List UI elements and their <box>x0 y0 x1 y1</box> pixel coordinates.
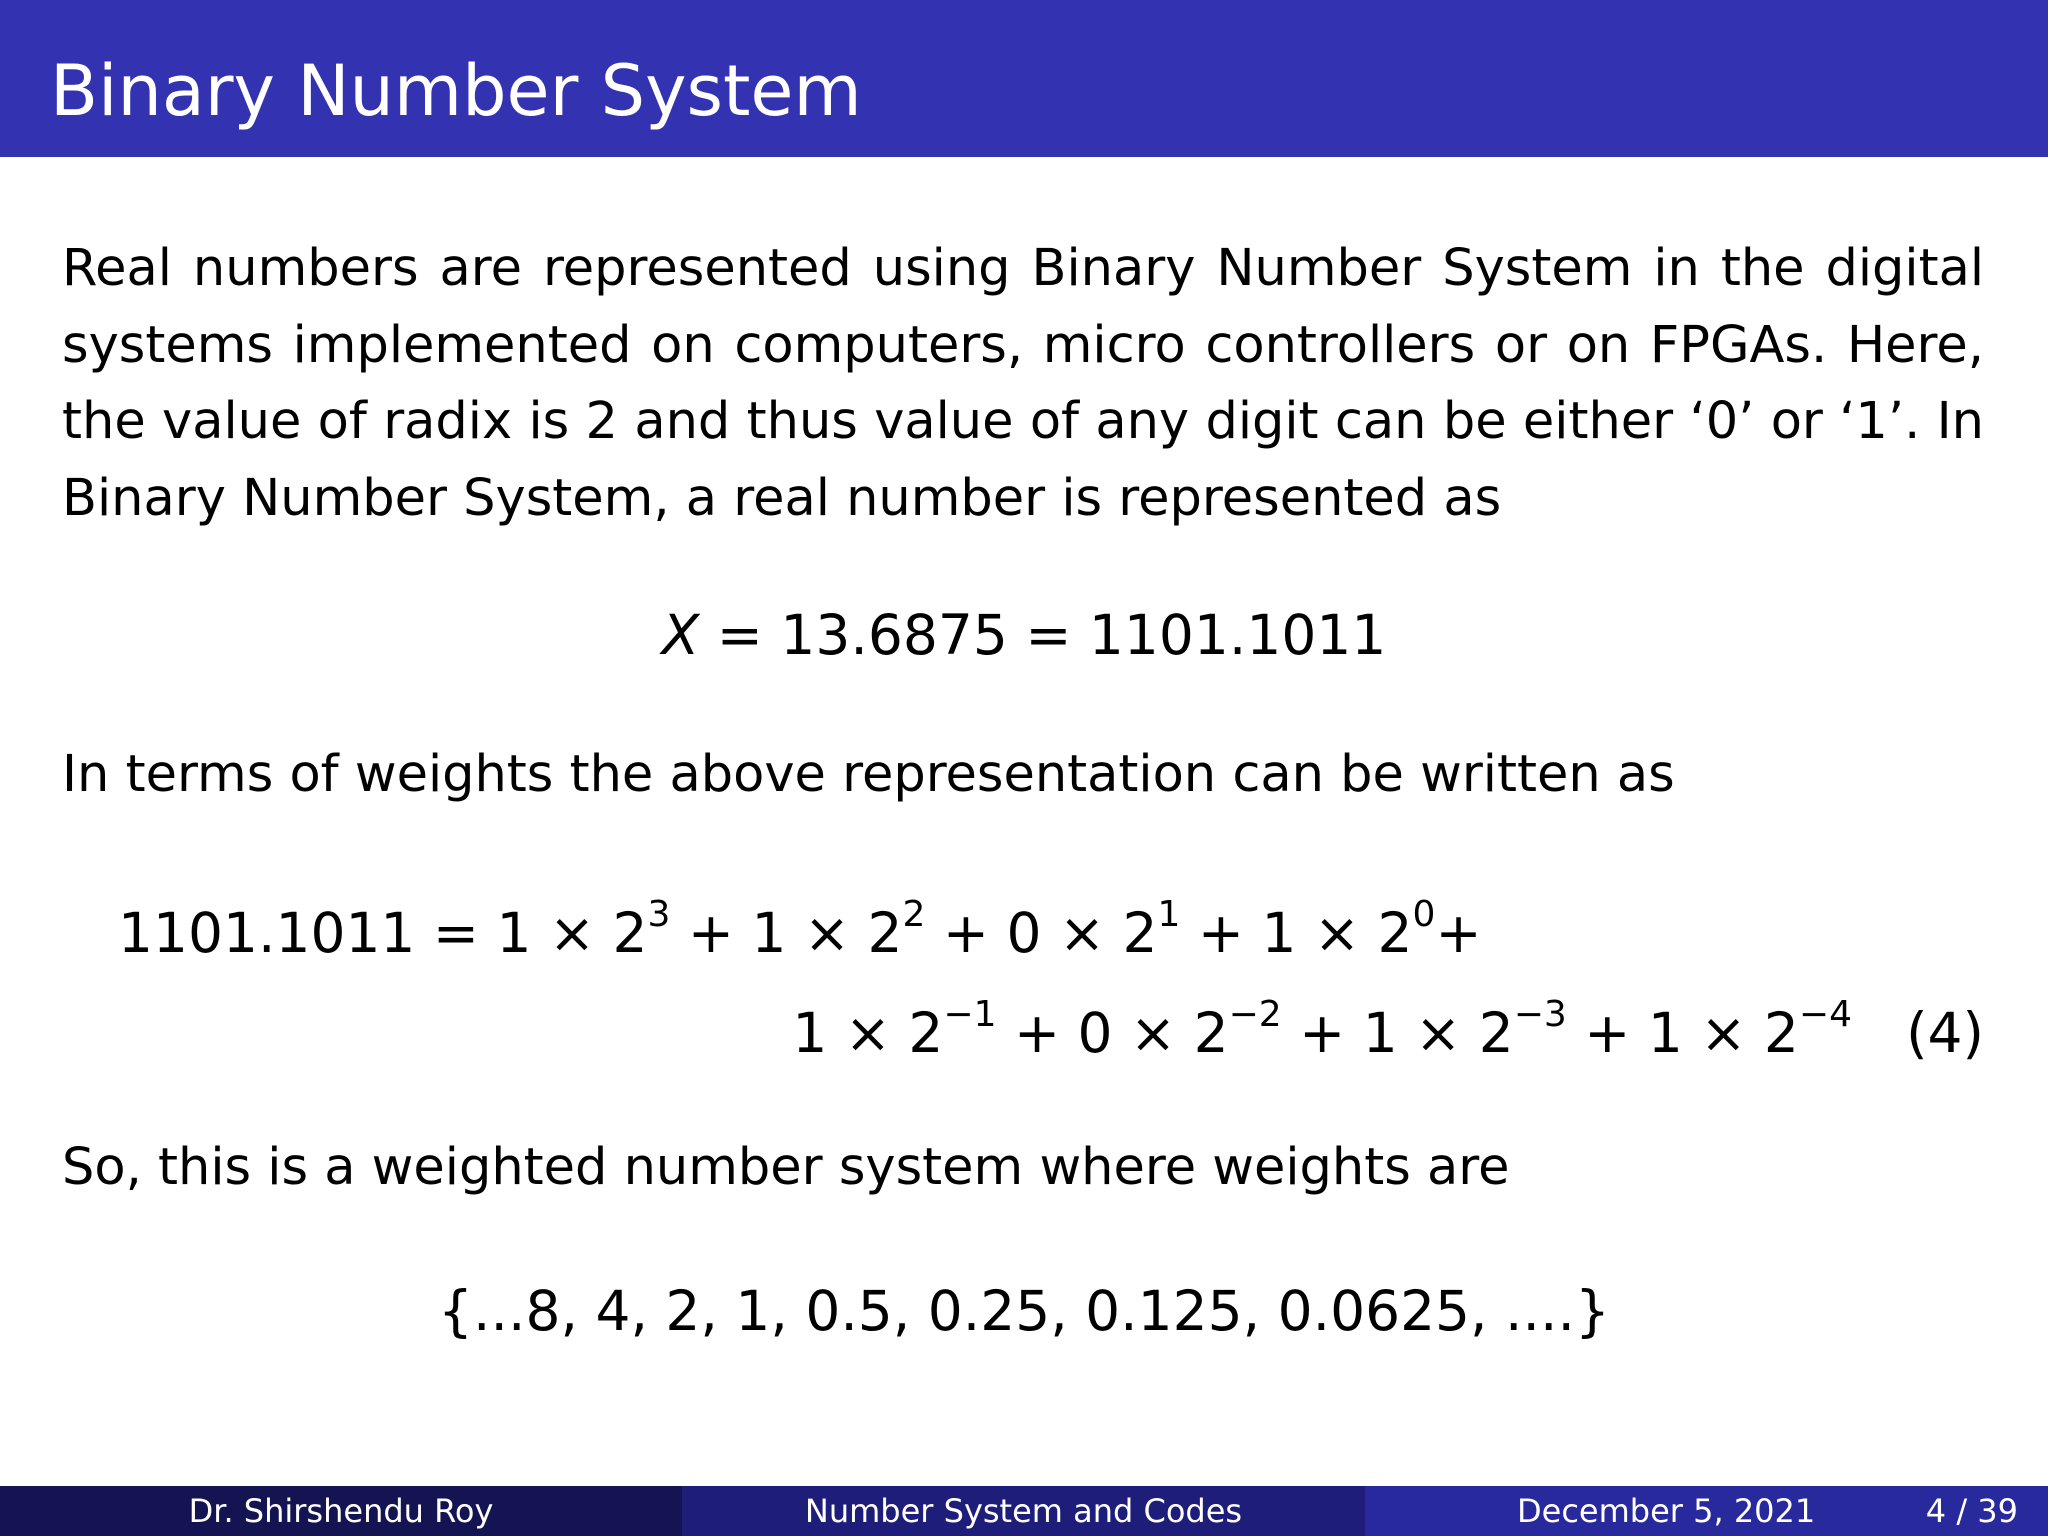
weights-equation-line-1: $1101.1011 = 1 \times 2^3 + 1 \times 2^2 + 0 \times 2^1 + 1 \times 2^0+$ <box>118 894 1482 965</box>
slide-title: Binary Number System <box>50 50 862 132</box>
page-number: 4 / 39 <box>1925 1492 2018 1530</box>
footer-date-section <box>1365 1486 2048 1536</box>
weights-equation-line-2: $1 \times 2^{-1} + 0 \times 2^{-2} + 1 \times 2^{-3} + 1 \times 2^{-4}$ <box>792 994 1852 1065</box>
decimal-value: 13.6875 <box>780 603 1008 667</box>
title-bar <box>0 0 2048 157</box>
binary-value: 1101.1011 <box>1088 603 1387 667</box>
weights-lhs: 1101.1011 <box>118 901 416 965</box>
intro-line: systems implemented on computers, micro controllers or on FPGAs. Here, <box>62 315 1984 375</box>
equation-number: (4) <box>1906 1001 1984 1065</box>
weights-intro: In terms of weights the above representation can be written as <box>62 745 1675 804</box>
intro-line: Real numbers are represented using Binary Number System in the digital <box>62 239 1984 298</box>
intro-line: the value of radix is 2 and thus value of any digit can be either ‘0’ or ‘1’. In <box>62 392 1984 451</box>
footer-date: December 5, 2021 <box>1517 1492 1816 1530</box>
footer-author: Dr. Shirshendu Roy <box>0 1486 682 1536</box>
weights-set: {...8, 4, 2, 1, 0.5, 0.25, 0.125, 0.0625, ....} <box>438 1279 1610 1343</box>
footer-title: Number System and Codes <box>682 1486 1365 1536</box>
intro-line: Binary Number System, a real number is represented as <box>62 468 1502 528</box>
footer-bar <box>0 1486 2048 1536</box>
variable-x: X <box>661 603 700 667</box>
intro-paragraph <box>62 231 1984 537</box>
conclusion-text: So, this is a weighted number system where weights are <box>62 1138 1510 1197</box>
equation-x: X = 13.6875 = 1101.1011 <box>661 603 1387 667</box>
